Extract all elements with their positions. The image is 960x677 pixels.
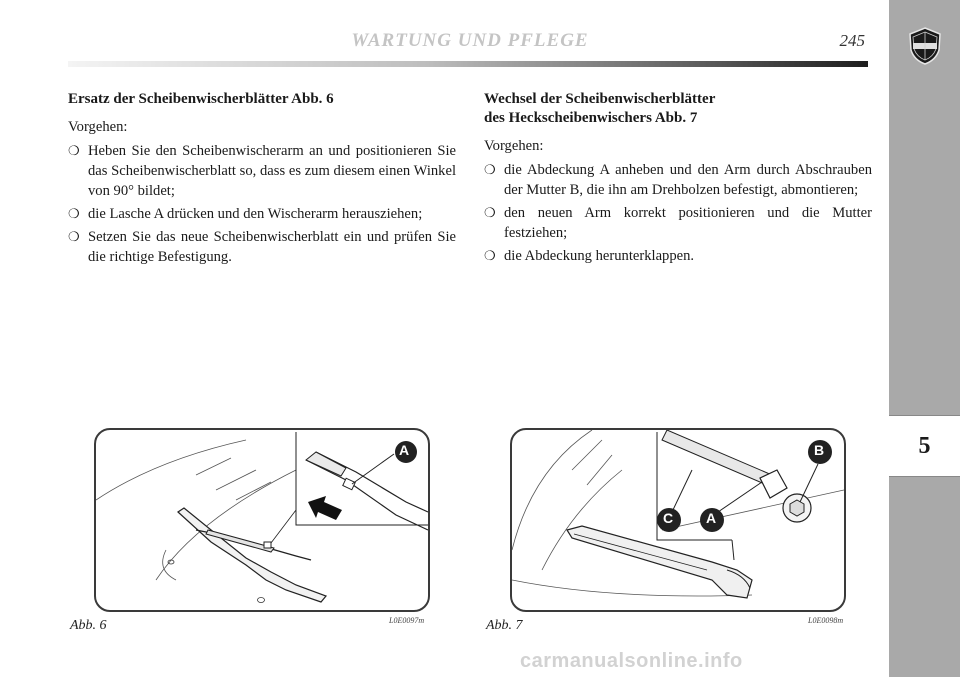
callout-label-a: A — [399, 442, 410, 458]
list-item: ❍ Setzen Sie das neue Scheibenwischerblatt ein und prüfen Sie die richtige Befestigung. — [68, 229, 456, 265]
chapter-number: 5 — [889, 415, 960, 477]
bullet-icon: ❍ — [484, 205, 496, 220]
figure-6-caption: Abb. 6 — [70, 618, 107, 633]
bullet-icon: ❍ — [68, 206, 80, 221]
list-item: ❍ die Lasche A drücken und den Wischerarm herausziehen; — [68, 206, 423, 222]
header-rule — [68, 61, 868, 67]
list-item: ❍ Heben Sie den Scheibenwischerarm an und positionieren Sie das Scheibenwischerblatt so, dass es zum diesem einen Winkel von 90° bildet; — [68, 143, 456, 199]
procedure-list — [68, 141, 456, 267]
list-item: ❍ den neuen Arm korrekt positionieren und die Mutter festziehen; — [484, 205, 872, 241]
procedure-intro: Vorgehen: — [68, 119, 128, 135]
rear-wiper-illustration — [512, 430, 844, 610]
page-number: 245 — [839, 31, 865, 50]
right-column — [484, 90, 872, 269]
page-header-title: WARTUNG UND PFLEGE — [351, 30, 589, 51]
procedure-list — [484, 160, 872, 266]
callout-label-c: C — [663, 510, 674, 526]
section-heading-wiper-blades: Ersatz der Scheibenwischerblätter Abb. 6 — [68, 91, 334, 107]
list-item: ❍ die Abdeckung herunterklappen. — [484, 248, 695, 264]
figure-6-windscreen-wiper — [94, 428, 430, 612]
procedure-intro: Vorgehen: — [484, 138, 544, 154]
figure-6-code: L0E0097m — [389, 616, 425, 625]
figure-7-code: L0E0098m — [808, 616, 844, 625]
lancia-logo-icon — [906, 26, 944, 66]
figure-7-caption: Abb. 7 — [486, 618, 523, 633]
wiper-illustration — [96, 430, 428, 610]
bullet-icon: ❍ — [484, 162, 496, 177]
callout-label-a: A — [706, 510, 717, 526]
chapter-sidebar — [889, 0, 960, 677]
list-item: ❍ die Abdeckung A anheben und den Arm durch Abschrauben der Mutter B, die ihn am Drehbolzen befestigt, abmontieren; — [484, 162, 872, 198]
left-column — [68, 90, 456, 270]
bullet-icon: ❍ — [68, 229, 80, 244]
watermark: carmanualsonline.info — [520, 650, 743, 672]
bullet-icon: ❍ — [68, 143, 80, 158]
bullet-icon: ❍ — [484, 248, 496, 263]
section-heading-rear-wiper: Wechsel der Scheibenwischerblätter des Heckscheibenwischers Abb. 7 — [484, 91, 716, 126]
figure-7-rear-wiper — [510, 428, 846, 612]
callout-label-b: B — [814, 442, 825, 458]
